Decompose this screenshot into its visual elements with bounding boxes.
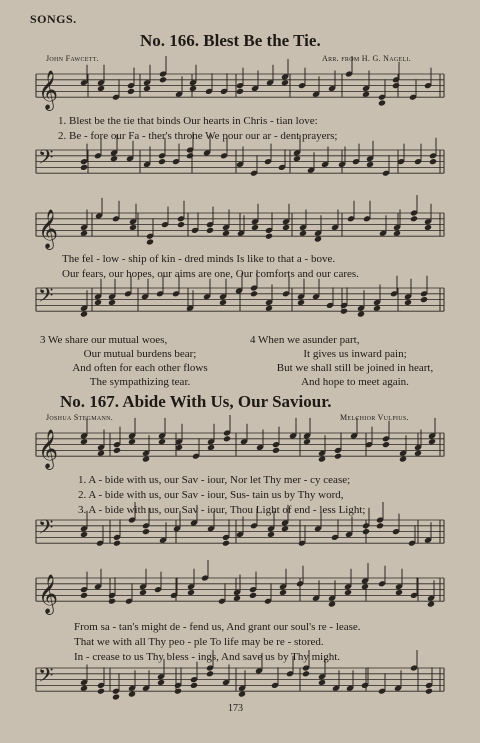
lyric-verse-1: 1. A - bide with us, our Sav - iour, Nor let Thy mer - cy cease; (78, 474, 351, 486)
note-head (382, 441, 390, 448)
note-head (80, 230, 88, 237)
hymn-title: No. 166. Blest Be the Tie. (140, 31, 321, 50)
bass-clef-icon: 𝄢 (38, 663, 54, 692)
stanza-line: 3 We share our mutual woes, (40, 334, 168, 346)
note-head (110, 155, 118, 162)
note-head (129, 224, 137, 231)
lyric-verse-2: Our fears, our hopes, our aims are one, Our comforts and our cares. (62, 268, 359, 280)
hymn-author: John Fawcett. (46, 54, 99, 63)
note-head (159, 76, 167, 83)
note-head (97, 450, 105, 457)
note-head (281, 79, 289, 86)
note-head (399, 456, 407, 463)
lyric-verse-1: The fel - low - ship of kin - dred minds Is like to that a - bove. (62, 253, 336, 265)
note-head (410, 215, 418, 222)
note-head (127, 88, 135, 95)
lyric-verse-2: 2. Be - fore our Fa - ther's throne We pour our ar - dent prayers; (58, 130, 338, 142)
page-header: SONGS. (30, 12, 77, 26)
lyric-verse-3: 3. A - bide with us, our Sav - iour, Thou Light of end - less Light; (78, 504, 366, 516)
page-number: 173 (228, 703, 243, 714)
note-head (139, 589, 147, 596)
note-head (303, 438, 311, 445)
note-head (143, 85, 151, 92)
hymn-author: Joshua Stegmann. (46, 413, 114, 422)
note-head (420, 296, 428, 303)
note-head (293, 155, 301, 162)
note-head (378, 99, 386, 106)
note-head (251, 224, 259, 231)
stanza-line: And hope to meet again. (301, 376, 409, 388)
lyric-verse-2: That we with all Thy peo - ple To life may be re - stored. (74, 636, 324, 648)
note-head (334, 453, 342, 460)
hymn-arranger: Arr. from H. G. Nageli. (322, 54, 412, 63)
note-head (366, 161, 374, 168)
note-head (249, 592, 257, 599)
note-head (97, 85, 105, 92)
bass-clef-icon: 𝄢 (38, 283, 54, 312)
lyric-verse-3: In - crease to us Thy bless - ings, And save us by Thy might. (74, 651, 341, 663)
note-head (233, 595, 241, 602)
note-head (80, 531, 88, 538)
treble-clef-icon: 𝄞 (38, 574, 59, 615)
note-head (314, 236, 322, 243)
note-head (427, 601, 435, 608)
note-head (112, 693, 120, 700)
note-head (207, 444, 215, 451)
stanza-line: 4 When we asunder part, (250, 334, 360, 346)
note-head (108, 299, 116, 306)
note-head (272, 447, 280, 454)
stanza-line: And often for each other flows (72, 362, 208, 374)
note-head (238, 691, 246, 698)
note-head (128, 691, 136, 698)
treble-clef-icon: 𝄞 (38, 70, 59, 111)
note-head (404, 299, 412, 306)
note-head (393, 230, 401, 237)
note-head (108, 598, 116, 605)
note-head (344, 589, 352, 596)
note-head (362, 528, 370, 535)
stanza-line: The sympathizing tear. (89, 376, 191, 388)
note-head (362, 91, 370, 98)
note-head (80, 438, 88, 445)
note-head (113, 540, 121, 547)
note-head (80, 592, 88, 599)
note-head (265, 233, 273, 240)
note-head (190, 682, 198, 689)
note-head (158, 158, 166, 165)
note-head (376, 522, 384, 529)
lyric-verse-1: From sa - tan's might de - fend us, And grant our soul's re - lease. (74, 621, 361, 633)
note-head (302, 670, 310, 677)
note-head (299, 230, 307, 237)
note-head (328, 601, 336, 608)
note-head (187, 589, 195, 596)
note-head (206, 227, 214, 234)
note-head (424, 224, 432, 231)
note-head (265, 305, 273, 312)
note-head (414, 450, 422, 457)
note-head (297, 299, 305, 306)
bass-clef-icon: 𝄢 (38, 145, 54, 174)
note-head (128, 438, 136, 445)
note-head (80, 311, 88, 318)
note-head (428, 438, 436, 445)
lyric-verse-2: 2. A - bide with us, our Sav - iour, Sus- tain us by Thy word, (78, 489, 344, 501)
note-head (174, 688, 182, 695)
note-head (373, 305, 381, 312)
note-head (142, 528, 150, 535)
bass-clef-icon: 𝄢 (38, 515, 54, 544)
note-head (281, 525, 289, 532)
note-head (94, 299, 102, 306)
note-head (97, 688, 105, 695)
note-head (425, 688, 433, 695)
note-head (267, 531, 275, 538)
note-head (146, 238, 154, 245)
note-head (223, 435, 231, 442)
note-head (80, 685, 88, 692)
note-head (158, 438, 166, 445)
note-head (340, 308, 348, 315)
treble-clef-icon: 𝄞 (38, 429, 59, 470)
note-head (282, 224, 290, 231)
note-head (361, 583, 369, 590)
hymn-title: No. 167. Abide With Us, Our Saviour. (60, 392, 332, 411)
note-head (113, 447, 121, 454)
note-head (189, 85, 197, 92)
lyric-verse-1: 1. Blest be the tie that binds Our hearts in Chris - tian love: (58, 115, 318, 127)
note-head (250, 290, 258, 297)
note-head (318, 679, 326, 686)
stanza-line: It gives us inward pain; (303, 348, 407, 360)
note-head (219, 299, 227, 306)
staff (36, 520, 444, 543)
stanza-line: Our mutual burdens bear; (83, 348, 197, 360)
note-head (318, 456, 326, 463)
note-head (357, 311, 365, 318)
hymn-composer: Melchior Vulpius. (340, 413, 409, 422)
note-head (222, 540, 230, 547)
treble-clef-icon: 𝄞 (38, 209, 59, 250)
stanza-line: But we shall still be joined in heart, (276, 362, 434, 374)
note-head (222, 230, 230, 237)
note-head (395, 589, 403, 596)
note-head (206, 670, 214, 677)
note-head (429, 158, 437, 165)
note-head (186, 152, 194, 159)
note-head (177, 221, 185, 228)
note-head (279, 589, 287, 596)
note-head (80, 164, 88, 171)
note-head (392, 82, 400, 89)
note-head (142, 456, 150, 463)
note-head (157, 679, 165, 686)
note-head (236, 88, 244, 95)
